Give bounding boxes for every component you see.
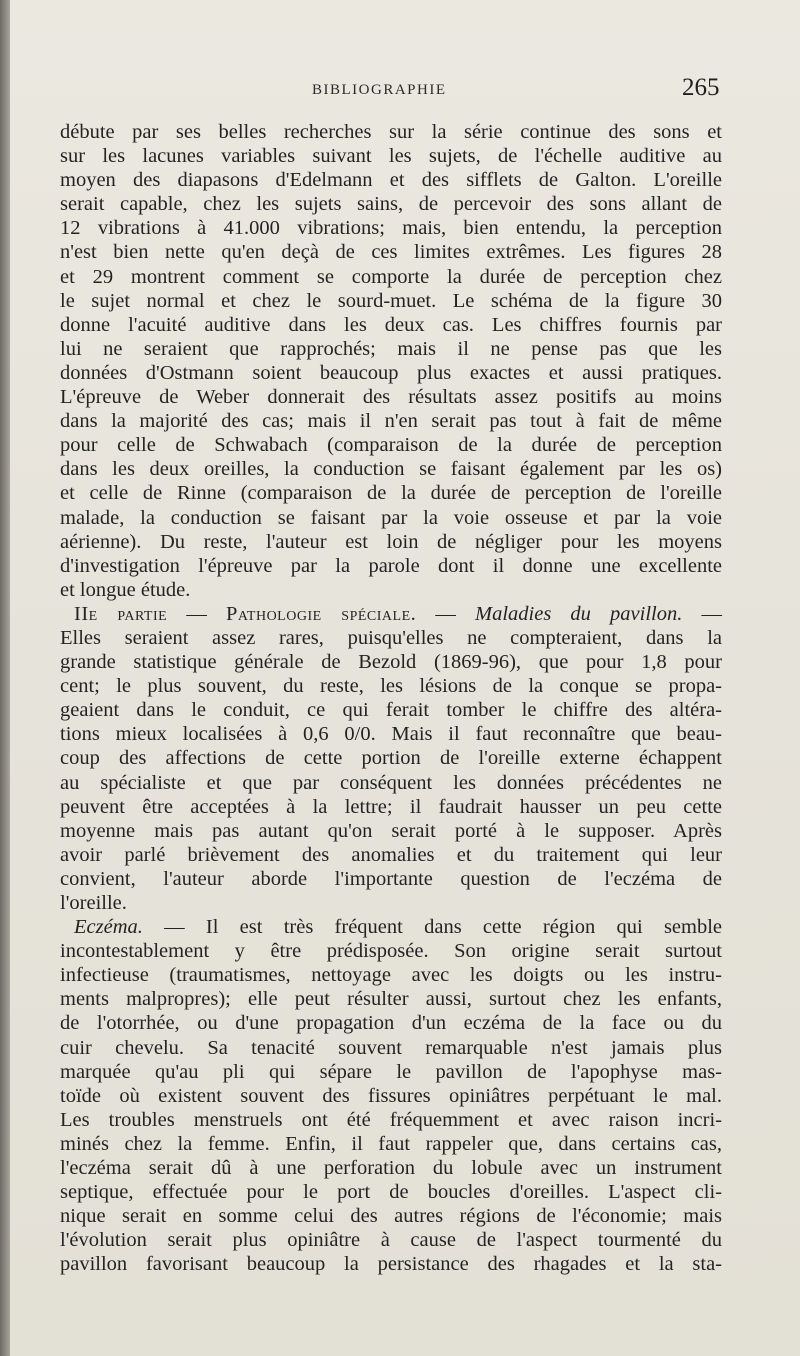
text-line: de l'otorrhée, ou d'une propagation d'un eczéma de la face ou du	[60, 1012, 722, 1035]
body-text	[60, 120, 722, 1277]
text-line: au spécialiste et que par conséquent les données précédentes ne	[60, 771, 722, 794]
text-line: infectieuse (traumatismes, nettoyage avec les doigts ou les instru-	[60, 964, 722, 987]
text-line: dans la majorité des cas; mais il n'en serait pas tout à fait de même	[60, 410, 722, 433]
text-line: 12 vibrations à 41.000 vibrations; mais, bien entendu, la perception	[60, 217, 722, 240]
book-page	[10, 0, 800, 1356]
text-line: peuvent être acceptées à la lettre; il faudrait hausser un peu cette	[60, 795, 722, 818]
paragraph-pavillon	[60, 602, 722, 915]
section-title: Maladies du pavillon.	[475, 602, 683, 625]
text-line: d'investigation l'épreuve par la parole dont il donne une excellente	[60, 554, 722, 577]
text-line: dans les deux oreilles, la conduction se faisant également par les os)	[60, 458, 722, 481]
text-line: tions mieux localisées à 0,6 0/0. Mais il faut reconnaître que beau-	[60, 723, 722, 746]
page-number: 265	[682, 74, 720, 101]
text-line: Elles seraient assez rares, puisqu'elles ne compteraient, dans la	[60, 626, 722, 649]
page-header	[10, 76, 800, 106]
part-label: IIe partie	[74, 602, 168, 625]
text-line: l'eczéma serait dû à une perforation du lobule avec un instrument	[60, 1157, 722, 1180]
text-line: pavillon favorisant beaucoup la persistance des rhagades et la sta-	[60, 1253, 722, 1276]
eczema-first-line: — Il est très fréquent dans cette région qui semble	[164, 916, 723, 939]
text-line: septique, effectuée pour le port de boucles d'oreilles. L'aspect cli-	[60, 1181, 722, 1204]
text-line: et 29 montrent comment se comporte la durée de perception chez	[60, 265, 722, 288]
text-line: lui ne seraient que rapprochés; mais il ne pense pas que les	[60, 337, 722, 360]
text-line: nique serait en somme celui des autres régions de l'économie; mais	[60, 1205, 722, 1228]
dash: —	[701, 602, 722, 625]
text-line: avoir parlé brièvement des anomalies et du traitement qui leur	[60, 843, 722, 866]
text-line: convient, l'auteur aborde l'importante question de l'eczéma de	[60, 867, 722, 890]
text-line: pour celle de Schwabach (comparaison de la durée de perception	[60, 434, 722, 457]
eczema-heading-line	[60, 915, 722, 939]
text-line: moyen des diapasons d'Edelmann et des sifflets de Galton. L'oreille	[60, 169, 722, 192]
text-line: grande statistique générale de Bezold (1869-96), que pour 1,8 pour	[60, 651, 722, 674]
scan-shadow	[0, 0, 10, 1356]
text-line: sur les lacunes variables suivant les sujets, de l'échelle auditive au	[60, 145, 722, 168]
running-head: BIBLIOGRAPHIE	[312, 82, 447, 98]
section-heading-line	[60, 602, 722, 626]
text-line: débute par ses belles recherches sur la série continue des sons et	[60, 121, 722, 143]
text-line: coup des affections de cette portion de l'oreille externe échappent	[60, 747, 722, 770]
text-line: n'est bien nette qu'en deçà de ces limites extrêmes. Les figures 28	[60, 241, 722, 264]
text-line: geaient dans le conduit, ce qui ferait tomber le chiffre des altéra-	[60, 699, 722, 722]
text-line: cuir chevelu. Sa tenacité souvent remarquable n'est jamais plus	[60, 1036, 722, 1059]
text-line: l'évolution serait plus opiniâtre à cause de l'aspect tourmenté du	[60, 1229, 722, 1252]
text-line: l'oreille.	[60, 892, 127, 914]
text-line: aérienne). Du reste, l'auteur est loin de négliger pour les moyens	[60, 530, 722, 553]
eczema-term: Eczéma.	[74, 916, 143, 939]
text-line: et longue étude.	[60, 578, 191, 601]
text-line: serait capable, chez les sujets sains, de percevoir des sons allant de	[60, 193, 722, 216]
text-line: donne l'acuité auditive dans les deux cas. Les chiffres fournis par	[60, 313, 722, 336]
text-line: ments malpropres); elle peut résulter aussi, surtout chez les enfants,	[60, 988, 722, 1011]
text-line: marquée qu'au pli qui sépare le pavillon de l'apophyse mas-	[60, 1060, 722, 1083]
text-line: le sujet normal et chez le sourd-muet. Le schéma de la figure 30	[60, 289, 722, 312]
text-line: malade, la conduction se faisant par la voie osseuse et par la voie	[60, 506, 722, 529]
text-line: cent; le plus souvent, du reste, les lésions de la conque se propa-	[60, 675, 722, 698]
text-line: L'épreuve de Weber donnerait des résultats assez positifs au moins	[60, 386, 722, 409]
paragraph-continued	[60, 120, 722, 602]
paragraph-eczema	[60, 915, 722, 1276]
section-label: Pathologie spéciale.	[225, 602, 417, 625]
text-line: incontestablement y être prédisposée. Son origine serait surtout	[60, 940, 722, 963]
text-line: Les troubles menstruels ont été fréquemment et avec raison incri-	[60, 1108, 722, 1131]
dash: —	[435, 602, 456, 625]
text-line: minés chez la femme. Enfin, il faut rappeler que, dans certains cas,	[60, 1132, 722, 1155]
text-line: données d'Ostmann soient beaucoup plus exactes et aussi pratiques.	[60, 361, 722, 384]
text-line: moyenne mais pas autant qu'on serait porté à le supposer. Après	[60, 819, 722, 842]
text-line: et celle de Rinne (comparaison de la durée de perception de l'oreille	[60, 482, 722, 505]
dash: —	[186, 602, 207, 625]
text-line: toïde où existent souvent des fissures opiniâtres perpétuant le mal.	[60, 1084, 722, 1107]
